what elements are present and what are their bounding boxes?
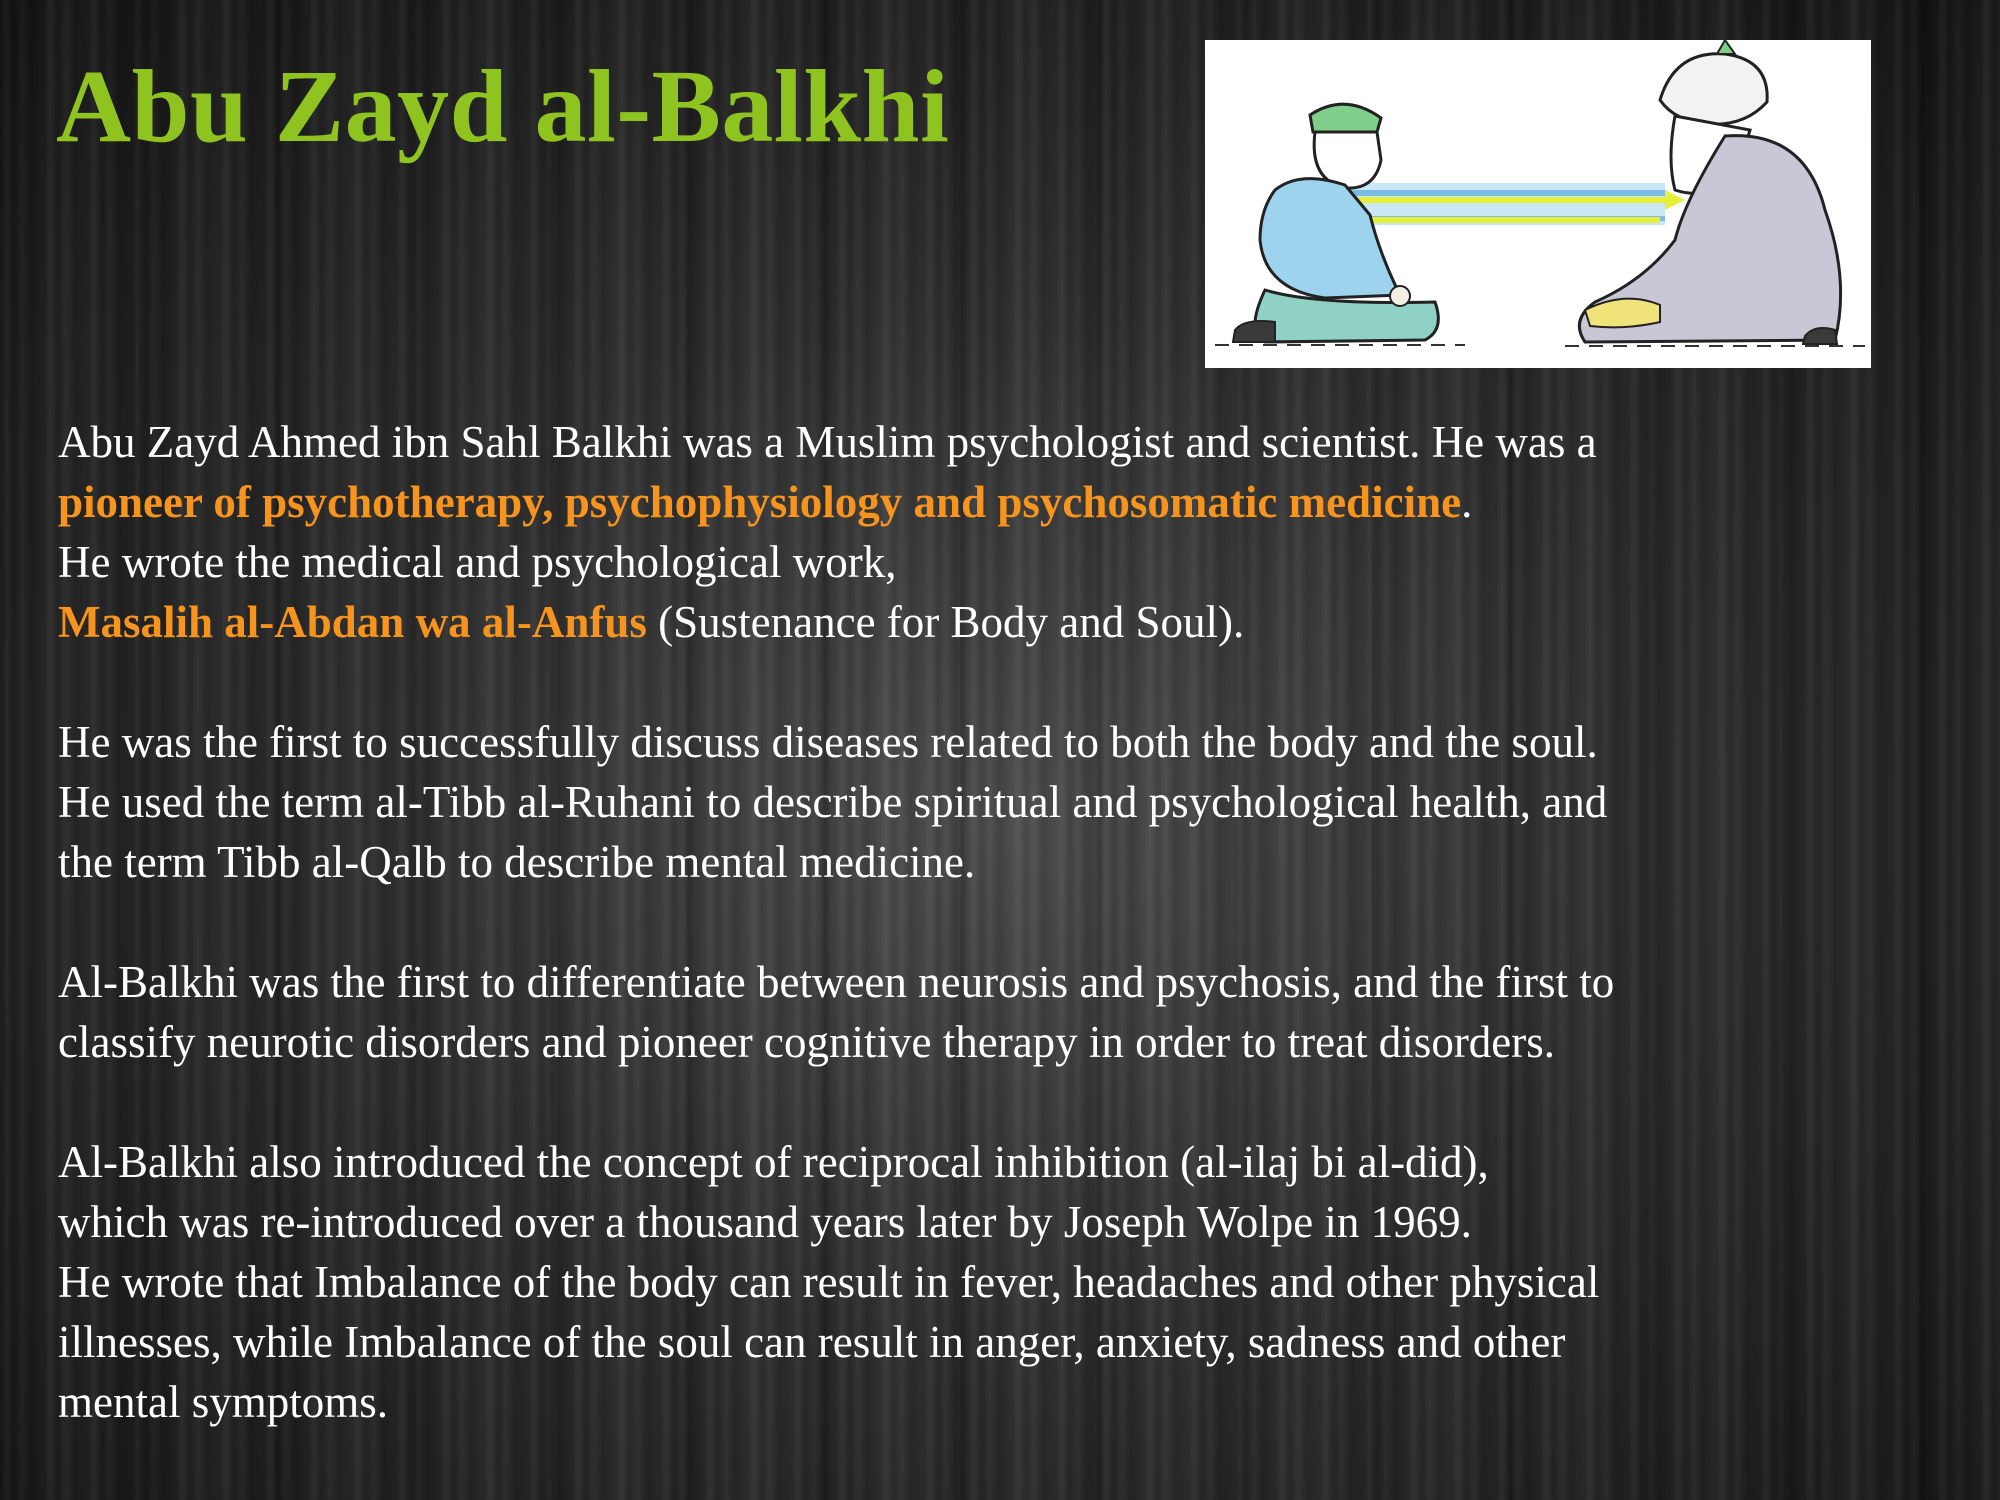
text-line: He used the term al-Tibb al-Ruhani to describe spiritual and psychological health, and — [58, 777, 1608, 827]
text-line: He wrote that Imbalance of the body can result in fever, headaches and other physical — [58, 1257, 1600, 1307]
text-line: Al-Balkhi was the first to differentiate between neurosis and psychosis, and the first to — [58, 957, 1615, 1007]
text-fragment: (Sustenance for Body and Soul). — [646, 597, 1245, 647]
text-line: Al-Balkhi also introduced the concept of reciprocal inhibition (al-ilaj bi al-did), — [58, 1137, 1489, 1187]
paragraph-diseases — [58, 712, 1968, 892]
text-line: classify neurotic disorders and pioneer cognitive therapy in order to treat disorders. — [58, 1017, 1556, 1067]
paragraph-neurosis — [58, 952, 1968, 1072]
illustration-image — [1205, 40, 1871, 368]
text-line: He was the first to successfully discuss diseases related to both the body and the soul. — [58, 717, 1598, 767]
text-line — [58, 472, 1968, 532]
paragraph-reciprocal-inhibition — [58, 1132, 1968, 1432]
text-line: which was re-introduced over a thousand years later by Joseph Wolpe in 1969. — [58, 1197, 1472, 1247]
text-fragment: . — [1461, 477, 1473, 527]
text-line — [58, 592, 1968, 652]
highlight-work-title: Masalih al-Abdan wa al-Anfus — [58, 597, 647, 647]
text-line: the term Tibb al-Qalb to describe mental medicine. — [58, 837, 976, 887]
text-line: He wrote the medical and psychological work, — [58, 537, 897, 587]
highlight-pioneer: pioneer of psychotherapy, psychophysiology and psychosomatic medicine — [58, 477, 1462, 527]
text-line: illnesses, while Imbalance of the soul can result in anger, anxiety, sadness and other — [58, 1317, 1566, 1367]
slide-title: Abu Zayd al-Balkhi — [56, 49, 950, 164]
text-line: mental symptoms. — [58, 1377, 388, 1427]
text-line: Abu Zayd Ahmed ibn Sahl Balkhi was a Muslim psychologist and scientist. He was a — [58, 417, 1597, 467]
paragraph-intro — [58, 412, 1968, 652]
two-seated-figures-illustration-icon — [1205, 40, 1871, 368]
slide-body — [58, 412, 1968, 1432]
energy-beam-icon — [1325, 183, 1685, 230]
